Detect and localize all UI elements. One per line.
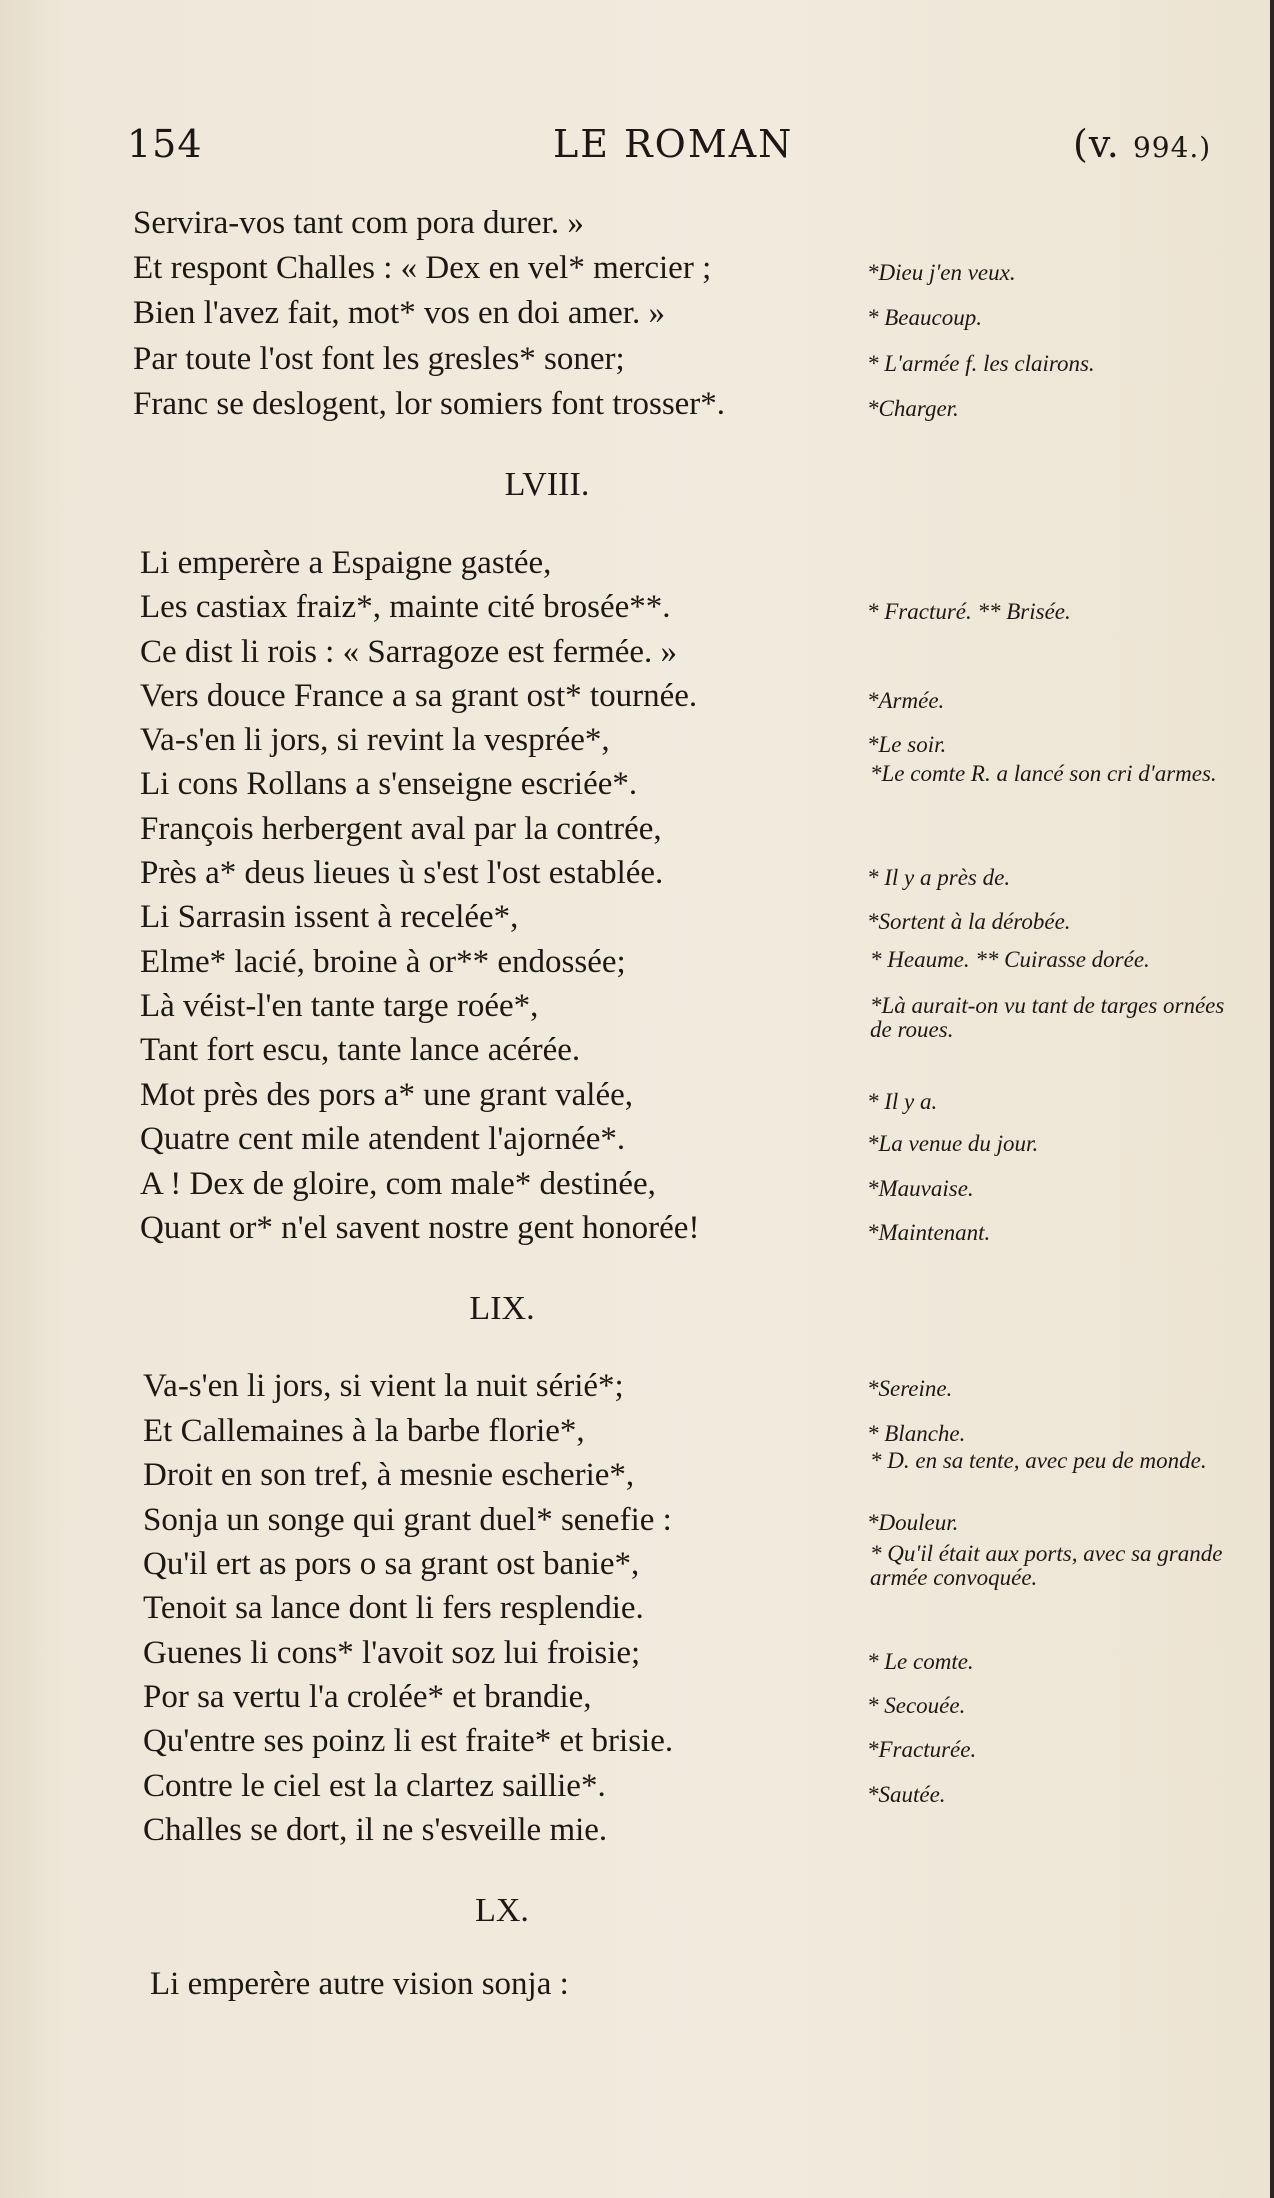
footnote-gloss: * Heaume. ** Cuirasse dorée. xyxy=(870,947,1150,972)
footnote-gloss: * Secouée. xyxy=(867,1693,966,1718)
footnote-gloss: *Armée. xyxy=(867,688,945,713)
footnote-gloss: * D. en sa tente, avec peu de monde. xyxy=(870,1448,1207,1473)
verse-line xyxy=(0,1502,1274,1546)
footnote-gloss: * Il y a. xyxy=(867,1089,938,1114)
verse-text: Quatre cent mile atendent l'ajornée*. xyxy=(140,1121,626,1157)
verse-text: Par toute l'ost font les gresles* soner; xyxy=(133,341,625,377)
footnote-gloss: *Sautée. xyxy=(867,1782,946,1807)
verse-line xyxy=(0,761,1274,810)
verse-line xyxy=(0,1368,1274,1412)
verse-text: A ! Dex de gloire, com male* destinée, xyxy=(140,1166,656,1202)
verse-text: Va-s'en li jors, si revint la vesprée*, xyxy=(140,722,610,758)
verse-text: Franc se deslogent, lor somiers font trosser*. xyxy=(133,386,726,422)
verse-reference xyxy=(1073,122,1211,166)
page-number: 154 xyxy=(127,122,203,166)
verse-text: Li Sarrasin issent à recelée*, xyxy=(140,899,519,935)
footnote-gloss: *Le soir. xyxy=(867,732,947,757)
verse-line xyxy=(0,1768,1274,1812)
verse-line xyxy=(0,678,1274,722)
footnote-gloss: * Qu'il était aux ports, avec sa grande armée convoquée. xyxy=(870,1541,1223,1590)
footnote-gloss: *Sereine. xyxy=(867,1376,953,1401)
verse-text: Ce dist li rois : « Sarragoze est fermée. » xyxy=(140,634,678,670)
verse-line xyxy=(0,1812,1274,1856)
verse-text: Tenoit sa lance dont li fers resplendie. xyxy=(143,1590,644,1626)
verse-line xyxy=(0,811,1274,855)
verse-line xyxy=(0,341,1274,385)
footnote-gloss: *Charger. xyxy=(867,396,959,421)
verse-line xyxy=(0,855,1274,899)
footnote-gloss: * Il y a près de. xyxy=(867,865,1011,890)
verse-text: Challes se dort, il ne s'esveille mie. xyxy=(143,1812,608,1848)
footnote-gloss: *Fracturée. xyxy=(867,1737,977,1762)
verse-text: Les castiax fraiz*, mainte cité brosée**. xyxy=(140,589,671,625)
verse-line xyxy=(0,1679,1274,1723)
verse-text: Mot près des pors a* une grant valée, xyxy=(140,1077,634,1113)
footnote-gloss: * L'armée f. les clairons. xyxy=(867,351,1095,376)
verse-line xyxy=(0,295,1274,339)
verse-text: Li emperère autre vision sonja : xyxy=(150,1966,569,2002)
verse-text: Près a* deus lieues ù s'est l'ost establée. xyxy=(140,855,664,891)
verse-text: Quant or* n'el savent nostre gent honorée! xyxy=(140,1210,700,1246)
verse-line xyxy=(0,634,1274,678)
stanza-heading-lix: LIX. xyxy=(469,1290,535,1327)
verse-text: Servira-vos tant com pora durer. » xyxy=(133,205,584,241)
footnote-gloss: * Le comte. xyxy=(867,1649,974,1674)
verse-line xyxy=(0,386,1274,430)
verse-line xyxy=(0,988,1274,1042)
running-header xyxy=(0,122,1274,182)
verse-text: Qu'il ert as pors o sa grant ost banie*, xyxy=(143,1546,640,1582)
verse-line xyxy=(0,205,1274,249)
verse-text: Bien l'avez fait, mot* vos en doi amer. » xyxy=(133,295,665,331)
verse-text: François herbergent aval par la contrée, xyxy=(140,811,662,847)
verse-text: Droit en son tref, à mesnie escherie*, xyxy=(143,1457,635,1493)
verse-line xyxy=(0,1121,1274,1165)
verse-line xyxy=(0,1723,1274,1767)
running-title: LE ROMAN xyxy=(553,122,794,166)
footnote-gloss: *Mauvaise. xyxy=(867,1176,974,1201)
verse-text: Là véist-l'en tante targe roée*, xyxy=(140,988,539,1024)
verse-text: Et respont Challes : « Dex en vel* mercier ; xyxy=(133,250,712,286)
verse-line xyxy=(0,1077,1274,1121)
footnote-gloss: *La venue du jour. xyxy=(867,1131,1039,1156)
verse-line xyxy=(0,589,1274,633)
verse-text: Va-s'en li jors, si vient la nuit sérié*; xyxy=(143,1368,624,1404)
verse-line xyxy=(0,1541,1274,1590)
verse-prefix: (v. xyxy=(1073,122,1133,166)
verse-text: Elme* lacié, broine à or** endossée; xyxy=(140,944,626,980)
verse-text: Por sa vertu l'a crolée* et brandie, xyxy=(143,1679,592,1715)
verse-text: Contre le ciel est la clartez saillie*. xyxy=(143,1768,606,1804)
verse-text: Vers douce France a sa grant ost* tournée. xyxy=(140,678,698,714)
footnote-gloss: *Douleur. xyxy=(867,1510,959,1535)
verse-text: Sonja un songe qui grant duel* senefie : xyxy=(143,1502,672,1538)
footnote-gloss: *Maintenant. xyxy=(867,1220,991,1245)
verse-line xyxy=(0,545,1274,589)
footnote-gloss: *Le comte R. a lancé son cri d'armes. xyxy=(870,761,1217,786)
verse-line xyxy=(0,722,1274,766)
verse-text: Qu'entre ses poinz li est fraite* et brisie. xyxy=(143,1723,674,1759)
verse-line xyxy=(0,1166,1274,1210)
verse-text: Guenes li cons* l'avoit soz lui froisie; xyxy=(143,1635,641,1671)
verse-line xyxy=(0,1590,1274,1634)
verse-number: 994.) xyxy=(1132,131,1212,164)
verse-text: Li emperère a Espaigne gastée, xyxy=(140,545,552,581)
verse-text: Tant fort escu, tante lance acérée. xyxy=(140,1032,581,1068)
verse-line xyxy=(0,250,1274,294)
footnote-gloss: * Blanche. xyxy=(867,1421,966,1446)
verse-line xyxy=(0,1032,1274,1076)
footnote-gloss: *Dieu j'en veux. xyxy=(867,260,1016,285)
verse-text: Et Callemaines à la barbe florie*, xyxy=(143,1413,585,1449)
verse-line xyxy=(0,1210,1274,1254)
verse-line xyxy=(0,1966,1274,2010)
footnote-gloss: *Là aurait-on vu tant de targes ornées de roues. xyxy=(870,993,1225,1042)
footnote-gloss: * Fracturé. ** Brisée. xyxy=(867,599,1071,624)
footnote-gloss: * Beaucoup. xyxy=(867,305,982,330)
verse-line xyxy=(0,1448,1274,1501)
verse-line xyxy=(0,1635,1274,1679)
verse-text: Li cons Rollans a s'enseigne escriée*. xyxy=(140,766,638,802)
stanza-heading-lviii: LVIII. xyxy=(504,466,590,503)
verse-line xyxy=(0,899,1274,943)
footnote-gloss: *Sortent à la dérobée. xyxy=(867,909,1071,934)
stanza-heading-lx: LX. xyxy=(475,1892,529,1929)
verse-line xyxy=(0,944,1274,988)
